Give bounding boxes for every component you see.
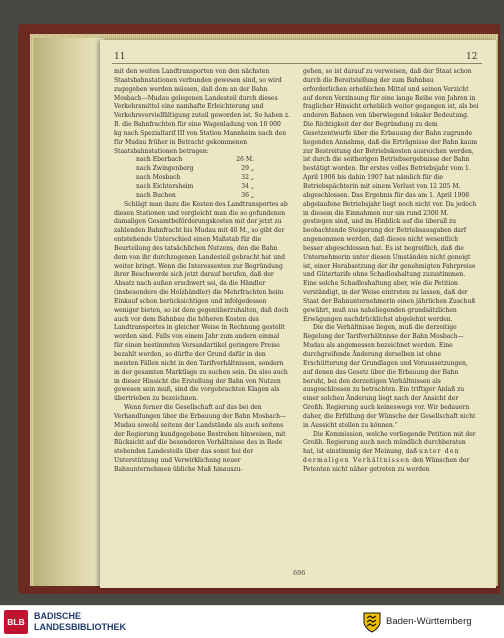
list-item: nach Zwingenberg 29 „ <box>136 165 254 173</box>
partner-name[interactable]: Baden-Württemberg <box>386 616 472 627</box>
page-number-left: 11 <box>114 52 126 62</box>
list-item: nach Eberbach 26 M. <box>136 156 254 164</box>
paragraph: mit den weiten Landtransporten von den nächsten Staatsbahnstationen verbunden gewesen sind, so wird zugegeben werden müssen, daß dem an der Bahn Mosbach—Mudau gelegenen Landesteil durch dieses Verkehrsmittel eine namhafte Erleichterung und Verkehrsvervielfältigung zuteil geworden ist. So haben z. B. die Bahnfrachten für eine Wagenladung von 10 000 kg nach Spezialtarif III von Station Mannheim nach den für Mudau früher in Betracht gekommenen Staatsbahnstationen betragen: <box>114 68 290 155</box>
header-rule <box>112 63 482 64</box>
page-gutter <box>34 38 104 586</box>
list-item: nach Buchen 36 „ <box>136 191 254 199</box>
paragraph: Schlägt man dazu die Kosten des Landtransportes ab diesen Stationen und vergleicht man die so gefundenen damaligen Gesamtbeförderungskosten mit der jetzt zu zahlenden Bahnfracht bis Mudau mit 40 M., so gibt der entstehende Unterschied einen Maßstab für die Beurteilung des tatsächlichen Nutzens, den die Bahn dem von ihr durchzogenen Landesteil gebracht hat und weiter bringt. Wenn die Interessenten zur Begründung ihrer Beschwerde sich jetzt darauf berufen, daß der Absatz nach außen erschwert sei, da die Händler (insbesondere die Holzhändler) die Mehrfrachten beim Einkauf schon berücksichtigen und infolgedessen weniger bieten, so ist dem gegenüberzuhalten, daß doch auch vor dem Bahnbau die höheren Kosten des Landtransportes in gleicher Weise in Rechnung gestellt worden sind. Falls von einem Jahr zum andern einmal für einen bestimmten Versandartikel geringere Preise bezahlt werden, so dürfte der Grund dafür in den meisten Fällen nicht in den Tarifverhältnissen, sondern in der gesamten Marktlage zu suchen sein. Da also auch in dieser Hinsicht die Erstellung der Bahn von Nutzen gewesen sein muß, sind die vorgebrachten Klagen als übertrieben zu bezeichnen. <box>114 200 289 403</box>
library-name[interactable]: BADISCHE LANDESBIBLIOTHEK <box>34 611 126 632</box>
state-crest-icon <box>362 611 382 633</box>
list-item: nach Eichtersheim 34 „ <box>136 182 254 190</box>
spaced-emphasis: unter den dermaligen Verhältnissen <box>303 448 460 465</box>
left-text-column <box>114 68 290 475</box>
paragraph: gehen, so ist darauf zu verweisen, daß der Staat schon durch die Bereitstellung der zum Bahnbau erforderlichen erheblichen Mittel und seinen Verzicht auf deren Verzinsung für eine lange Reihe von Jahren in fraglicher Hinsicht erheblich weiter gegangen ist, als bei anderen Bahnen von überwiegend lokaler Bedeutung. Die Richtigkeit der der Begründung zu dem Gesetzentwurfe über die Erbauung der Bahn zugrunde liegenden Annahme, daß die Erträgnisse der Bahn kaum zur Bestreitung der Betriebskosten ausreichen werden, ist durch die seitherigen Betriebsergebnisse der Bahn bestätigt worden. Ihr erstes volles Betriebsjahr vom 1. April 1906 bis dahin 1907 hat nämlich für die Betriebspächterin mit einem Verlust von 12 205 M. abgeschlossen. Das Ergebnis für das am 1. April 1908 abgelaufene Betriebsjahr liegt noch nicht vor. Da jedoch in diesem die Einnahmen nur um rund 2300 M. gestiegen sind, und im Hinblick auf die überall zu beobachtende Steigerung der Betriebsausgaben darf angenommen werden, daß dieses nicht wesentlich besser abgeschlossen hat. Es ist begreiflich, daß die Unternehmerin unter diesen Umständen nicht geneigt ist, einer Herabsetzung der ihr genehmigten Fahrpreise und Gütertarife ohne Schadloshaltung zuzustimmen. Eine solche Schadloshaltung aber, wie die Petition verständigt, in der Weise eintreten zu lassen, daß der Staat der Bahnunternehmerin einen jährlichen Zuschuß gewährt, muß aus naheliegenden grundsätzlichen Erwägungen nachdrücklichst abgelehnt werden. <box>303 68 479 323</box>
freight-rate-list <box>136 156 290 200</box>
paragraph: Die die Verhältnisse liegen, muß die derzeitige Regelung der Tarifverhältnisse der Bahn Mosbach—Mudau als angemessen bezeichnet werden. Eine durchgreifende Änderung derselben ist ohne Erschütterung der Grundlagen und Voraussetzungen, auf denen das Gesetz über die Erbauung der Bahn beruht, bei den derzeitigen Verhältnissen als ausgeschlossen zu betrachten. Ein triftiger Anlaß zu einer solchen Änderung liegt nach der Ansicht der Großh. Regierung auch keineswegs vor. Wir bedauern daher, die Erfüllung der Wünsche der Gesellschaft nicht in Aussicht stellen zu können.“ <box>303 324 476 429</box>
right-text-column <box>303 68 479 475</box>
list-item: nach Mosbach 32 „ <box>136 174 254 182</box>
blb-logo[interactable]: BLB <box>4 610 28 634</box>
page-number-right: 12 <box>466 52 478 62</box>
paragraph: Die Kommission, welche vorliegende Petition mit der Großh. Regierung auch noch mündlich durchberaten hat, ist einstimmig der Meinung, daß unter den dermaligen Verhältnissen den Wünschen der Petenten nicht näher getreten zu werden <box>303 430 476 473</box>
viewer-footer <box>0 605 504 638</box>
bottom-folio: 696 <box>293 569 306 577</box>
paragraph: Wenn ferner die Gesellschaft auf das bei den Verhandlungen über die Erbauung der Bahn Mosbach—Mudau sowohl seitens der Landstände als auch seitens der Regierung kundgegebene Bestreben hinweisen, mit Rücksicht auf die besonderen Verhältnisse des in Rede stehenden Landesteils über das sonst bei der Unterstützung und Verwirklichung neuer Bahnunternehmen übliche Maß hinauszu- <box>114 404 287 473</box>
